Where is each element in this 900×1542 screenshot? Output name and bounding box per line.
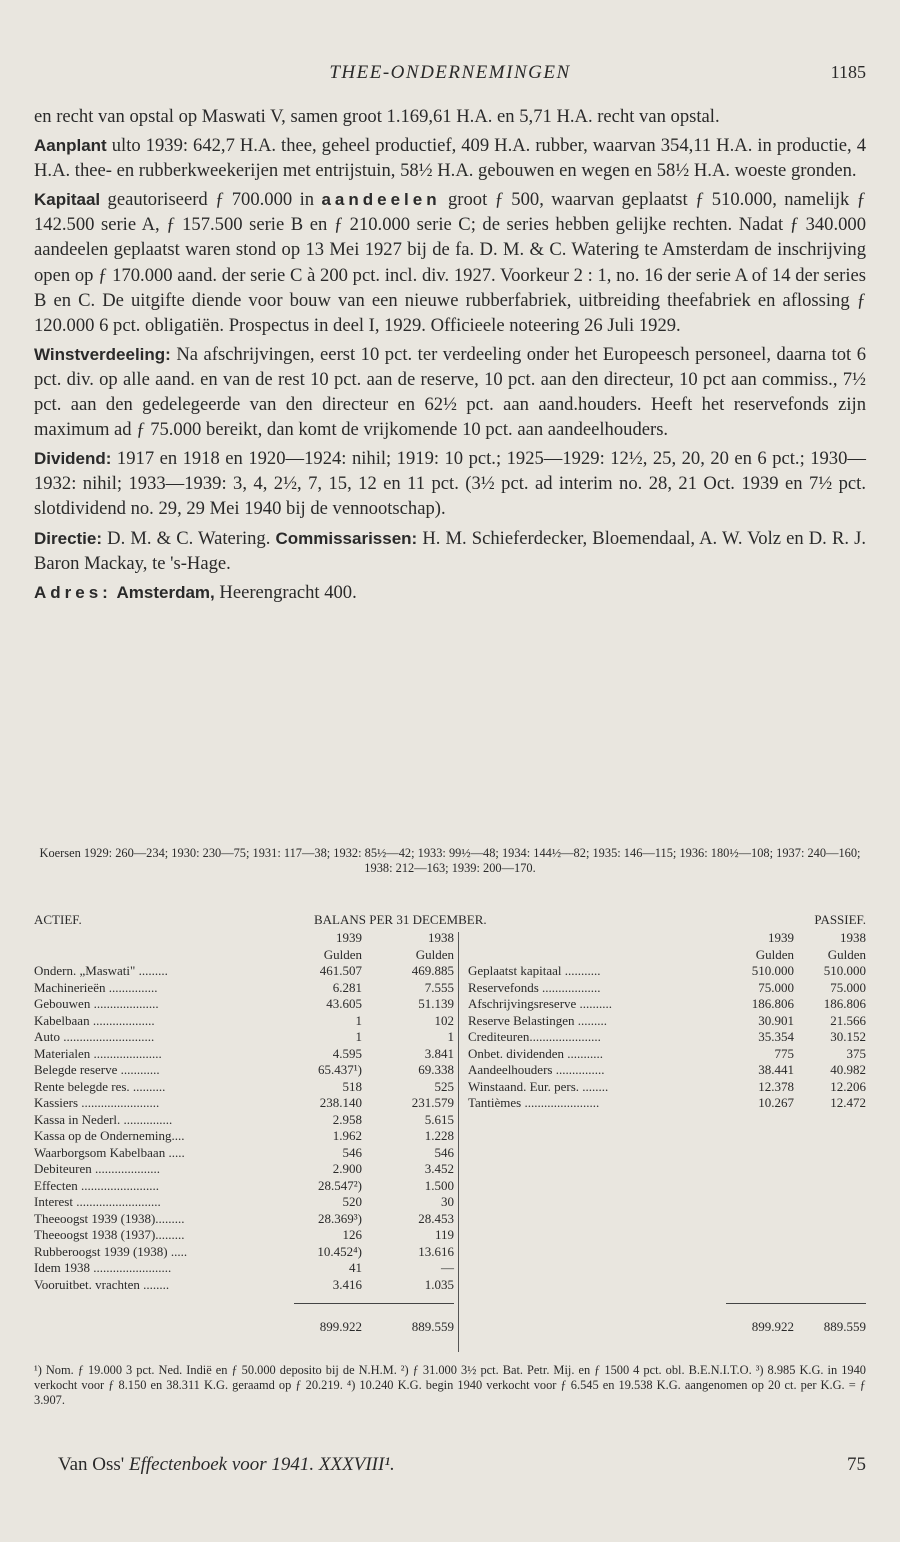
value-1939: 3.416: [332, 1276, 362, 1292]
value-1939: 38.441: [758, 1062, 794, 1077]
table-row: [34, 980, 454, 997]
table-row: [468, 1013, 866, 1030]
row-label: Gebouwen ....................: [34, 996, 159, 1011]
value-1939: 1: [355, 1029, 362, 1044]
label-amsterdam: Amsterdam,: [116, 582, 215, 602]
actief-label: ACTIEF.: [34, 912, 82, 927]
value-1938: 12.206: [830, 1078, 866, 1094]
table-row: [34, 1062, 454, 1079]
value-1939: 10.452⁴): [317, 1243, 362, 1259]
table-row: [34, 1046, 454, 1063]
table-row: [468, 1062, 866, 1079]
value-1939: 28.547²): [318, 1177, 362, 1193]
table-row: [34, 963, 454, 980]
value-1939: 238.140: [319, 1095, 362, 1110]
row-label: Idem 1938 ........................: [34, 1260, 172, 1275]
value-1939: 520: [342, 1194, 362, 1209]
value-1938: 69.338: [418, 1062, 454, 1077]
value-1939: 75.000: [758, 979, 794, 995]
value-1939: 65.437¹): [318, 1062, 362, 1077]
row-label: Reservefonds ..................: [468, 979, 601, 995]
value-1939: 186.806: [751, 996, 794, 1011]
paragraph-kapitaal: Kapitaal geautoriseerd ƒ 700.000 in aandeelen groot ƒ 500, waarvan geplaatst ƒ 510.000, namelijk ƒ 142.500 serie A, ƒ 157.500 serie B en ƒ 210.000 serie C; de series hebben gelijke rechten. Nadat ƒ 340.000 aandeelen geplaatst waren stond op 13 Mei 1927 bij de fa. D. M. & C. Watering te Amsterdam de inschrijving open op ƒ 170.000 aand. der serie C à 200 pct. incl. div. 1927. Voorkeur 2 : 1, no. 16 der serie A of 14 der series B en C. De uitgifte diende voor bouw van een nieuwe rubberfabriek, uitbreiding theefabriek en aflossing ƒ 120.000 6 pct. obligatiën. Prospectus in deel I, 1929. Officieele noteering 26 Juli 1929.: [34, 189, 866, 336]
actief-column: [34, 930, 454, 1336]
row-label: Crediteuren......................: [468, 1029, 601, 1044]
balance-title: BALANS PER 31 DECEMBER.: [314, 912, 487, 927]
row-label: Interest ..........................: [34, 1194, 161, 1209]
unit-header: Gulden Gulden: [755, 946, 866, 962]
label-directie: Directie:: [34, 528, 103, 548]
row-label: Reserve Belastingen .........: [468, 1012, 607, 1028]
table-row: [34, 1178, 454, 1195]
balance-sheet: [34, 912, 866, 1334]
value-1938: 21.566: [830, 1012, 866, 1028]
table-row: [34, 1211, 454, 1228]
value-1939: 28.369³): [318, 1210, 362, 1226]
row-label: Kassiers ........................: [34, 1095, 160, 1110]
total-rule: [294, 1303, 454, 1304]
table-row: [34, 1277, 454, 1294]
total-rule: [726, 1303, 866, 1304]
running-title: THEE-ONDERNEMINGEN: [329, 62, 571, 83]
table-row: [34, 1194, 454, 1211]
table-row: [34, 1161, 454, 1178]
row-label: Machinerieën ...............: [34, 979, 158, 995]
value-1938: —: [441, 1260, 454, 1275]
label-winstverdeeling: Winstverdeeling:: [34, 344, 171, 364]
label-kapitaal: Kapitaal: [34, 190, 101, 210]
row-label: Geplaatst kapitaal ...........: [468, 963, 601, 978]
value-1938: 231.579: [411, 1095, 454, 1110]
row-label: Materialen .....................: [34, 1045, 162, 1061]
value-1939: 546: [342, 1144, 362, 1160]
table-row: [468, 1046, 866, 1063]
footer-publisher: Van Oss': [58, 1454, 129, 1475]
value-1939: 1: [355, 1012, 362, 1028]
table-row: [34, 1013, 454, 1030]
value-1939: 461.507: [319, 963, 362, 978]
value-1938: 5.615: [424, 1111, 454, 1127]
value-1939: 1.962: [332, 1128, 362, 1143]
value-1939: 2.958: [332, 1111, 362, 1127]
row-label: Kassa op de Onderneming....: [34, 1128, 185, 1143]
value-1939: 30.901: [758, 1012, 794, 1028]
row-label: Theeoogst 1939 (1938).........: [34, 1210, 185, 1226]
value-1938: 546: [434, 1144, 454, 1160]
row-label: Afschrijvingsreserve ..........: [468, 996, 613, 1011]
label-adres: Adres:: [34, 582, 112, 602]
value-1939: 126: [342, 1227, 362, 1242]
table-row: [34, 1145, 454, 1162]
year-header: 1939 1938: [768, 930, 866, 945]
value-1938: 525: [434, 1078, 454, 1094]
value-1939: 12.378: [758, 1078, 794, 1094]
table-row: [34, 1112, 454, 1129]
value-1938: 51.139: [418, 996, 454, 1011]
row-label: Onbet. dividenden ...........: [468, 1045, 604, 1061]
value-1938: 30: [441, 1194, 454, 1209]
table-row: [468, 1029, 866, 1046]
row-label: Theeoogst 1938 (1937).........: [34, 1227, 185, 1242]
paragraph-directie: Directie: D. M. & C. Watering. Commissarissen: H. M. Schieferdecker, Bloemendaal, A. W. Volz en D. R. J. Baron Mackay, te 's-Hage.: [34, 527, 866, 574]
value-1938: 30.152: [830, 1029, 866, 1044]
footer-book-title: Effectenboek voor 1941. XXXVIII¹.: [128, 1454, 395, 1475]
table-row: [468, 1079, 866, 1096]
row-label: Belegde reserve ............: [34, 1062, 160, 1077]
page-number-top: 1185: [830, 62, 866, 82]
row-label: Rubberoogst 1939 (1938) .....: [34, 1243, 188, 1259]
row-label: Aandeelhouders ...............: [468, 1062, 605, 1077]
table-row: [468, 996, 866, 1013]
value-1939: 6.281: [332, 979, 362, 995]
koersen-line: Koersen 1929: 260—234; 1930: 230—75; 1931: 117—38; 1932: 85½—42; 1933: 99½—48; 1934: 144½—82; 1935: 146—115; 1936: 180½—108; 1937: 240—160; 1938: 212—163; 1939: 200—170.: [39, 846, 861, 875]
page-header: [34, 62, 866, 86]
company-description: [34, 104, 866, 605]
value-1939: 35.354: [758, 1029, 794, 1044]
row-label: Waarborgsom Kabelbaan .....: [34, 1144, 185, 1160]
page-number-bottom: 75: [847, 1454, 866, 1475]
value-1938: 3.841: [424, 1045, 454, 1061]
value-1939: 43.605: [326, 996, 362, 1011]
value-1939: 2.900: [332, 1161, 362, 1176]
value-1939: 510.000: [751, 963, 794, 978]
row-label: Winstaand. Eur. pers. ........: [468, 1078, 609, 1094]
table-row: [34, 1128, 454, 1145]
row-label: Effecten ........................: [34, 1177, 160, 1193]
value-1938: 1.500: [424, 1177, 454, 1193]
paragraph-adres: Adres: Amsterdam, Heerengracht 400.: [34, 581, 357, 603]
value-1938: 12.472: [830, 1095, 866, 1110]
table-row: [34, 1095, 454, 1112]
paragraph-dividend: Dividend: 1917 en 1918 en 1920—1924: nihil; 1919: 10 pct.; 1925—1929: 12½, 25, 20, 20 en 6 pct.; 1930—1932: nihil; 1933—1939: 3, 4, 2½, 7, 15, 12 en 11 pct. (3½ pct. ad interim no. 28, 21 Oct. 1939 en 7½ pct. slotdividend no. 29, 29 Mei 1940 bij de vennootschap).: [34, 448, 866, 520]
value-1938: 375: [846, 1045, 866, 1061]
value-1939: 41: [349, 1260, 362, 1275]
label-dividend: Dividend:: [34, 449, 112, 469]
value-1939: 518: [342, 1078, 362, 1094]
value-1938: 1.035: [424, 1276, 454, 1292]
table-row: [468, 963, 866, 980]
value-1939: 4.595: [332, 1045, 362, 1061]
value-1938: 102: [434, 1012, 454, 1028]
value-1938: 119: [434, 1227, 454, 1242]
value-1938: 186.806: [823, 996, 866, 1011]
table-row: [34, 1029, 454, 1046]
row-label: Kassa in Nederl. ...............: [34, 1111, 173, 1127]
table-row: [34, 1260, 454, 1277]
value-1938: 1.228: [424, 1128, 454, 1143]
paragraph-winstverdeeling: Winstverdeeling: Na afschrijvingen, eerst 10 pct. ter verdeeling onder het Europeesch personeel, daarna tot 6 pct. div. op alle aand. en van de rest 10 pct. aan de reserve, 10 pct. aan den directeur, 10 pct aan commiss., 7½ pct. aan den gedelegeerde van den directeur en 62½ pct. aan aand.houders. Heeft het reservefonds zijn maximum ad ƒ 75.000 bereikt, dan komt de vrijkomende 10 pct. aan aandeelhouders.: [34, 343, 866, 441]
row-label: Rente belegde res. ..........: [34, 1078, 166, 1094]
passief-totals: 899.922 889.559: [751, 1319, 866, 1334]
value-1938: 1: [447, 1029, 454, 1044]
value-1938: 510.000: [823, 963, 866, 978]
row-label: Tantièmes .......................: [468, 1095, 600, 1110]
year-header: 1939 1938: [336, 930, 454, 945]
label-aanplant: Aanplant: [34, 136, 107, 156]
column-divider: [458, 932, 459, 1352]
row-label: Kabelbaan ...................: [34, 1012, 155, 1028]
value-1938: 75.000: [830, 979, 866, 995]
table-row: [34, 996, 454, 1013]
passief-column: [468, 930, 866, 1336]
table-row: [34, 1244, 454, 1261]
passief-label: PASSIEF.: [814, 912, 866, 927]
row-label: Vooruitbet. vrachten ........: [34, 1276, 170, 1292]
table-row: [34, 1079, 454, 1096]
actief-totals: 899.922 889.559: [319, 1319, 454, 1334]
value-1938: 28.453: [418, 1210, 454, 1226]
spaced-aandeelen: aandeelen: [321, 190, 441, 210]
table-row: [34, 1227, 454, 1244]
value-1939: 10.267: [758, 1095, 794, 1110]
row-label: Auto ............................: [34, 1029, 155, 1044]
value-1938: 7.555: [424, 979, 454, 995]
row-label: Ondern. „Maswati" .........: [34, 963, 168, 978]
value-1938: 469.885: [411, 963, 454, 978]
value-1938: 3.452: [424, 1161, 454, 1176]
value-1938: 40.982: [830, 1062, 866, 1077]
table-row: [468, 1095, 866, 1112]
value-1939: 775: [774, 1045, 794, 1061]
footnotes: ¹) Nom. ƒ 19.000 3 pct. Ned. Indië en ƒ 50.000 deposito bij de N.H.M. ²) ƒ 31.000 3½ pct. Bat. Petr. Mij. en ƒ 1500 4 pct. obl. B.E.N.I.T.O. ³) 8.985 K.G. in 1940 verkocht voor ƒ 8.150 en 38.311 K.G. geraamd op ƒ 20.219. ⁴) 10.240 K.G. begin 1940 verkocht voor ƒ 6.545 en 19.538 K.G. aangenomen op 20 ct. per K.G. = ƒ 3.907.: [34, 1363, 866, 1407]
paragraph-aanplant: Aanplant ulto 1939: 642,7 H.A. thee, geheel productief, 409 H.A. rubber, waarvan 354,11 H.A. in productie, 4 H.A. thee- en rubberkweekerijen met entrijstuin, 58½ H.A. gebouwen en wegen en 58½ H.A. woeste gronden.: [34, 135, 866, 182]
table-row: [468, 980, 866, 997]
row-label: Debiteuren ....................: [34, 1161, 161, 1176]
page-footer: [58, 1454, 866, 1476]
paragraph-opstal: en recht van opstal op Maswati V, samen groot 1.169,61 H.A. en 5,71 H.A. recht van opstal.: [34, 106, 720, 127]
balance-header: [34, 912, 866, 930]
unit-header: Gulden Gulden: [323, 946, 454, 962]
label-commissarissen: Commissarissen:: [275, 528, 418, 548]
value-1938: 13.616: [418, 1243, 454, 1259]
